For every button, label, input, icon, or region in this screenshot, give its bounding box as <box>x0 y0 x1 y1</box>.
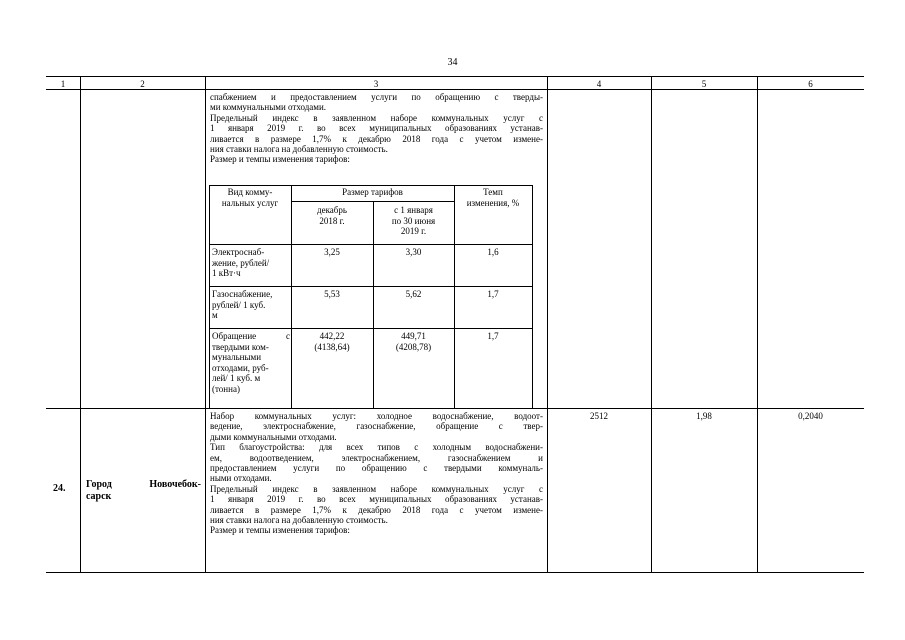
name-line: 1 кВт·ч <box>212 268 241 278</box>
value-line: 449,71 <box>401 331 426 341</box>
name-line: лей/ 1 куб. м <box>212 373 261 383</box>
tariff-row-waste-jan <box>373 331 454 352</box>
tariff-header-service-l1: Вид комму- <box>227 187 273 197</box>
row2-line: ными отходами. <box>210 473 272 484</box>
col-divider-2 <box>205 76 206 573</box>
row2-line: ведение, электроснабжение, газоснабжение, обращение с твер- <box>210 421 543 432</box>
row2-col6-value: 0,2040 <box>798 411 823 421</box>
name-line: Газоснабжение, <box>212 289 273 299</box>
tariff-row-rule <box>209 328 532 329</box>
tariff-row-electricity-dec: 3,25 <box>324 247 340 257</box>
tariff-left-border <box>209 185 210 408</box>
tariff-header-rate-l1: Темп <box>483 187 503 197</box>
tariff-row-waste-rate: 1,7 <box>487 331 499 341</box>
value-line: (4138,64) <box>314 341 350 352</box>
tariff-header-service-l2: нальных услуг <box>221 197 279 208</box>
city-line-1 <box>86 479 201 491</box>
row2-line: Набор коммунальных услуг: холодное водоснабжение, водоот- <box>210 411 543 421</box>
tariff-subheader-jan-l1: с 1 января <box>394 205 433 215</box>
row1-line: ния ставки налога на добавленную стоимость. <box>210 144 388 155</box>
row1-line: Размер и темпы изменения тарифов: <box>210 154 350 165</box>
tariff-row-gas-jan: 5,62 <box>405 289 422 299</box>
tariff-header-rate-l2: изменения, % <box>466 197 520 208</box>
tariff-header-rate <box>454 187 532 208</box>
row2-line: дыми коммунальными отходами. <box>210 431 337 442</box>
city-line-2: сарск <box>86 491 112 502</box>
row2-line: ем, водоотведением, электроснабжением, газоснабжением и <box>210 452 543 463</box>
tariff-subheader-dec <box>291 205 373 226</box>
name-line: твердыми ком- <box>212 341 269 352</box>
tariff-subheader-jan <box>373 205 454 237</box>
tariff-row-waste-name <box>212 331 290 394</box>
row2-text <box>210 411 543 536</box>
tariff-right-border <box>532 185 533 408</box>
tariff-header-bottom <box>209 244 532 245</box>
row1-line: спабжением и предоставлением услуги по обращению с тверды- <box>210 92 543 102</box>
row2-line: предоставлением услуги по обращению с твердыми коммуналь- <box>210 463 543 474</box>
row2-line: ния ставки налога на добавленную стоимость. <box>210 515 388 526</box>
row2-line: Предельный индекс в заявленном наборе коммунальных услуг с <box>210 483 543 494</box>
row2-line: Тип благоустройства: для всех типов с холодным водоснабжени- <box>210 442 543 453</box>
row-divider <box>46 408 864 409</box>
tariff-subheader-dec-l1: декабрь <box>317 205 347 215</box>
header-col-3: 3 <box>373 79 379 89</box>
tariff-subheader-jan-l2: по 30 июня <box>391 215 436 226</box>
row2-line: Размер и темпы изменения тарифов: <box>210 525 350 536</box>
table-top-rule <box>46 76 864 77</box>
tariff-row-gas-name <box>212 289 290 321</box>
row1-line: ми коммунальными отходами. <box>210 102 327 113</box>
tariff-row-waste-dec <box>291 331 373 352</box>
table-bottom-rule <box>46 572 864 573</box>
value-line: (4208,78) <box>395 341 432 352</box>
col-divider-4 <box>651 76 652 573</box>
tariff-row-rule <box>209 286 532 287</box>
city-name <box>86 479 201 503</box>
value-line: 442,22 <box>319 331 345 341</box>
tariff-subheader-dec-l2: 2018 г. <box>319 215 345 226</box>
col-divider-3 <box>547 76 548 573</box>
row1-line: ливается в размере 1,7% к декабрю 2018 года с учетом измене- <box>210 133 543 144</box>
row2-line: ливается в размере 1,7% к декабрю 2018 года с учетом измене- <box>210 504 543 515</box>
header-bottom-rule <box>46 89 864 90</box>
row1-text <box>210 92 543 165</box>
header-col-5: 5 <box>701 79 707 89</box>
page-number: 34 <box>447 57 458 68</box>
header-col-1: 1 <box>60 79 66 89</box>
name-line: отходами, руб- <box>212 362 269 373</box>
col-divider-1 <box>80 76 81 573</box>
tariff-subheader-jan-l3: 2019 г. <box>400 226 427 236</box>
name-line: рублей/ 1 куб. <box>212 299 266 310</box>
tariff-row-electricity-jan: 3,30 <box>405 247 422 257</box>
tariff-row-electricity-name <box>212 247 290 279</box>
tariff-row-gas-dec: 5,53 <box>324 289 340 299</box>
name-line: жение, рублей/ <box>212 257 270 268</box>
header-col-2: 2 <box>140 79 145 89</box>
city-word-2: Новочебок- <box>149 479 201 490</box>
header-col-6: 6 <box>808 79 813 89</box>
city-word-1: Город <box>86 479 112 490</box>
row1-line: 1 января 2019 г. во всех муниципальных образованиях устанав- <box>210 123 543 134</box>
tariff-header-size: Размер тарифов <box>342 187 403 197</box>
tariff-row-gas-rate: 1,7 <box>487 289 499 299</box>
name-line: (тонна) <box>212 383 240 394</box>
name-line: Обращение с <box>212 331 290 341</box>
row2-col5-value: 1,98 <box>696 411 712 421</box>
tariff-row-electricity-rate: 1,6 <box>487 247 499 257</box>
row1-line: Предельный индекс в заявленном наборе коммунальных услуг с <box>210 112 543 123</box>
tariff-header-service <box>209 187 291 208</box>
name-line: Электроснаб- <box>212 247 265 257</box>
name-line: мунальными <box>212 352 262 362</box>
tariff-table-top <box>209 185 532 186</box>
row2-line: 1 января 2019 г. во всех муниципальных образованиях устанав- <box>210 494 543 505</box>
row-number: 24. <box>53 483 66 494</box>
col-divider-5 <box>757 76 758 573</box>
row2-col4-value: 2512 <box>590 411 608 421</box>
header-col-4: 4 <box>596 79 602 89</box>
name-line: м <box>212 310 218 320</box>
